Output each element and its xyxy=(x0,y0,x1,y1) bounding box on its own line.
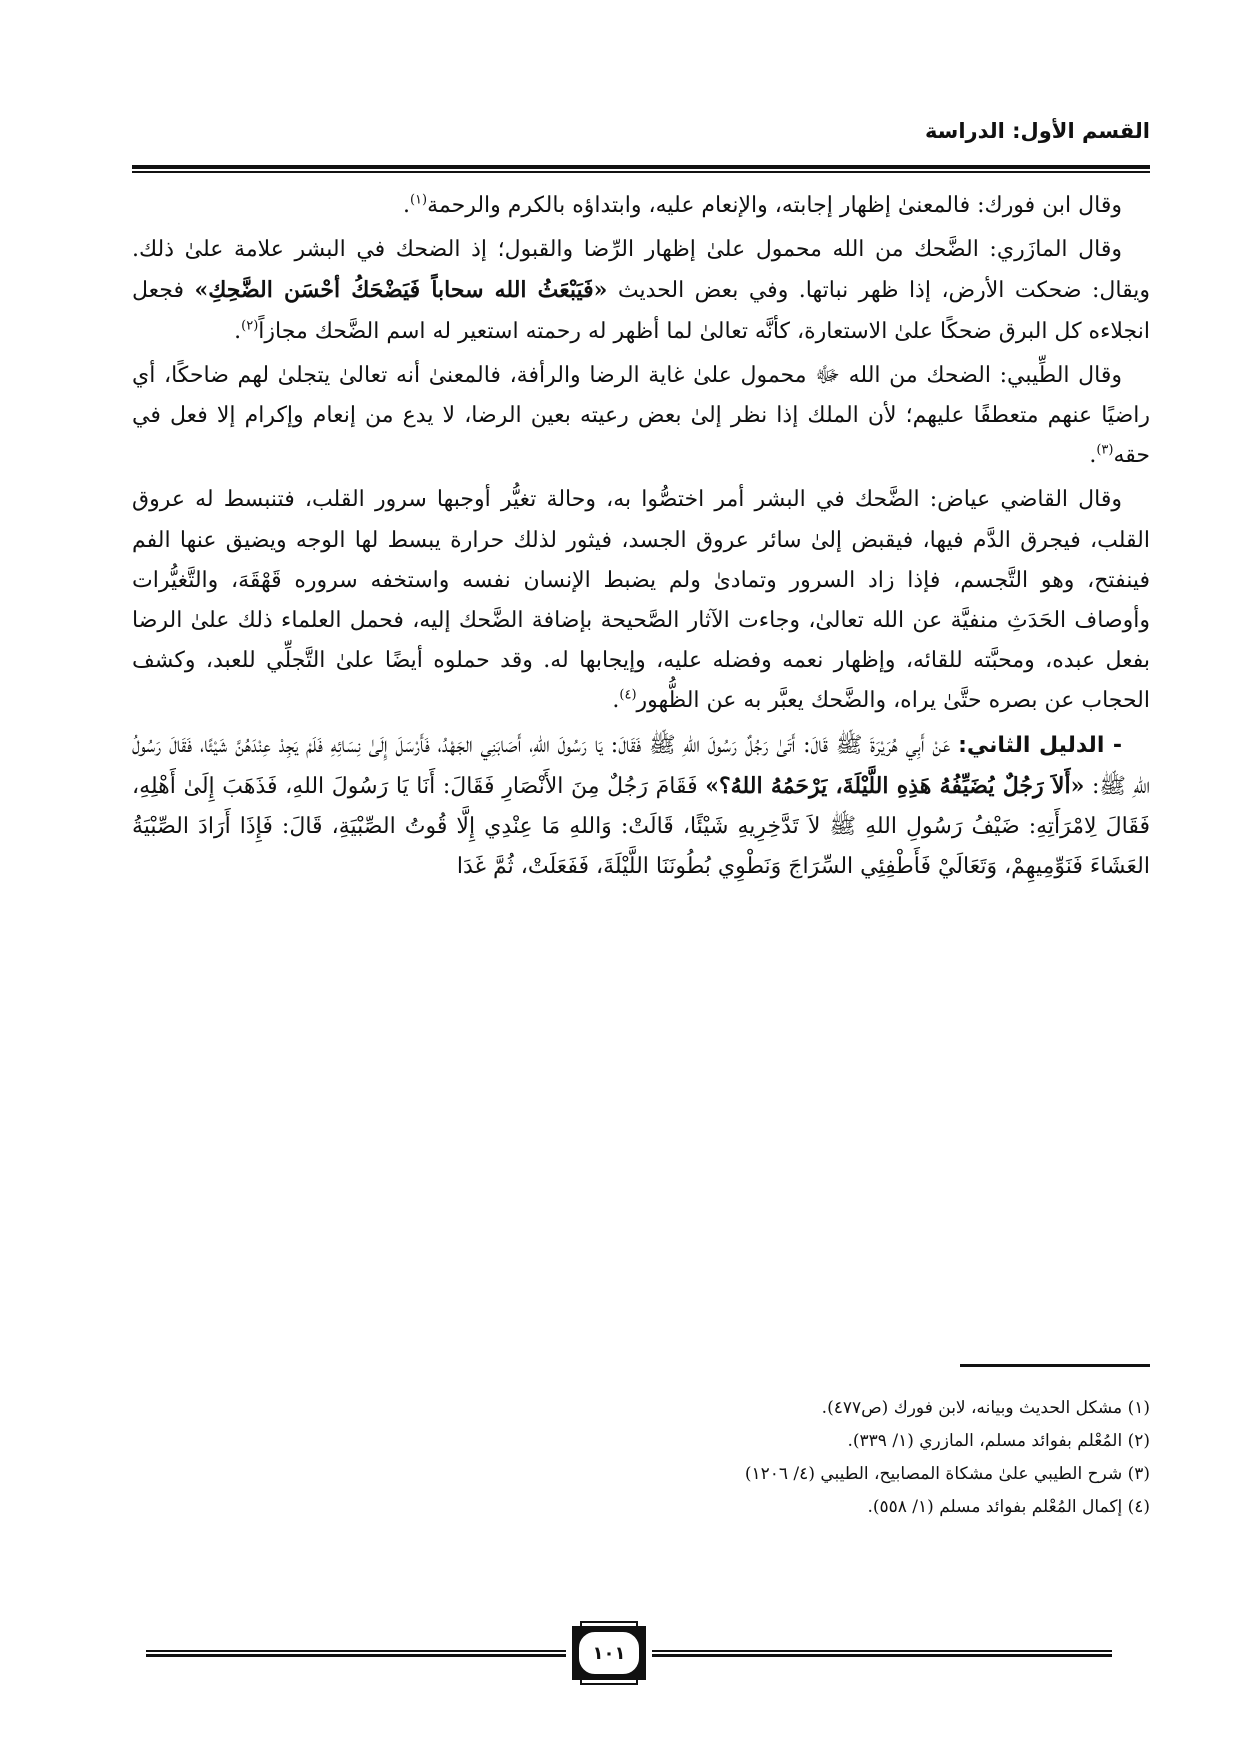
paragraph-ibn-furak xyxy=(132,186,1150,226)
footnote-reference[interactable]: (٣) xyxy=(1096,442,1114,458)
header-double-rule xyxy=(132,165,1150,174)
hadith-quote: «فَيَبْعَثُ الله سحاباً فَيَضْحَكُ أحْسَن الضَّحِكِ» xyxy=(194,277,608,304)
footer-rule-left xyxy=(146,1650,566,1657)
footnote-4: (٤) إكمال المُعْلم بفوائد مسلم (١/ ٥٥٨). xyxy=(867,1497,1150,1517)
paragraph-text: وقال ابن فورك: فالمعنىٰ إظهار إجابته، والإنعام عليه، وابتداؤه بالكرم والرحمة xyxy=(427,193,1122,218)
paragraph-text: وقال الطِّيبي: الضحك من الله ﷻ محمول علىٰ غاية الرضا والرأفة، فالمعنىٰ أنه تعالىٰ يتجلىٰ لهم ضاحكًا، أي راضيًا عنهم متعطفًا عليهم؛ لأن الملك إذا نظر إلىٰ بعض رعيته بعين الرضا، لا يدع من إنعام وإكرام إلا فعل في حقه xyxy=(132,362,1150,469)
hadith-quote: «أَلاَ رَجُلٌ يُضَيِّفُهُ هَذِهِ اللَّيْلَةَ، يَرْحَمُهُ اللهُ؟» xyxy=(705,772,1085,799)
footnote-separator xyxy=(960,1364,1150,1367)
header-rule-thin xyxy=(132,171,1150,173)
footnote-3: (٣) شرح الطيبي علىٰ مشكاة المصابيح، الطيبي (٤/ ١٢٠٦) xyxy=(744,1464,1150,1484)
paragraph-text: وقال القاضي عياض: الضَّحك في البشر أمر اختصُّوا به، وحالة تغيُّر أوجبها سرور القلب، فتنبسط له عروق القلب، فيجرق الدَّم فيها، فيقبض إلىٰ سائر عروق الجسد، فيثور لذلك حرارة يبسط لها الوجه ويضيق عنها الفم فينفتح، وهو التَّجسم، فإذا زاد السرور وتمادىٰ ولم يضبط الإنسان نفسه واستخفه سروره قَهْقَهَ، والتَّغيُّرات وأوصاف الحَدَثِ منفيَّة عن الله تعالىٰ، وجاءت الآثار الصَّحيحة بإضافة الضَّحك إليه، فحمل العلماء ذلك علىٰ الرضا بفعل عبده، ومحبَّته للقائه، وإظهار نعمه وفضله عليه، وإيجابها له. وقد حملوه أيضًا علىٰ التَّجلِّي للعبد، وكشف الحجاب عن بصره حتَّىٰ يراه، والضَّحك يعبَّر به عن الظُّهور xyxy=(132,487,1150,714)
paragraph-tail: . xyxy=(612,688,620,714)
footnotes xyxy=(132,1392,1150,1524)
evidence-label: - الدليل الثاني: xyxy=(958,732,1122,758)
main-text xyxy=(132,186,1150,891)
footnote-1: (١) مشكل الحديث وبيانه، لابن فورك (ص٤٧٧). xyxy=(821,1398,1150,1418)
page-footer-ornament xyxy=(146,1616,1150,1676)
paragraph-mazari xyxy=(132,230,1150,352)
paragraph-tail: . xyxy=(402,193,410,218)
header-rule-thick xyxy=(132,165,1150,169)
page-number-badge xyxy=(572,1626,646,1680)
footnote-reference[interactable]: (٢) xyxy=(241,318,259,334)
footer-rule-right xyxy=(652,1650,1112,1657)
badge-cap-top xyxy=(580,1621,638,1628)
footnote-2: (٢) المُعْلم بفوائد مسلم، المازري (١/ ٣٣٩). xyxy=(847,1431,1150,1451)
paragraph-text: وقال المازَري: الضَّحك من الله محمول علىٰ إظهار الرِّضا والقبول؛ إذ الضحك في البشر علامة علىٰ ذلك. ويقال: ضحكت الأرض، إذا ظهر نباتها. وفي بعض الحديث xyxy=(132,237,1150,304)
hadith-narration-continued: فَقَامَ رَجُلٌ مِنَ الأَنْصَارِ فَقَالَ: أَنَا يَا رَسُولَ اللهِ، فَذَهَبَ إِلَىٰ أَهْلِهِ، فَقَالَ لِامْرَأَتِهِ: ضَيْفُ رَسُولِ اللهِ ﷺ لاَ تَدَّخِرِيهِ شَيْئًا، قَالَتْ: وَاللهِ مَا عِنْدِي إِلَّا قُوتُ الصِّبْيَةِ، قَالَ: فَإِذَا أَرَادَ الصِّبْيَةُ العَشَاءَ فَنَوِّمِيهِمْ، وَتَعَالَيْ فَأَطْفِئِي السِّرَاجَ وَنَطْوِي بُطُونَنَا اللَّيْلَةَ، فَفَعَلَتْ، ثُمَّ غَدَا xyxy=(132,773,1150,880)
paragraph-qadi-iyad xyxy=(132,480,1150,721)
page-number: ١٠١ xyxy=(577,1630,641,1676)
paragraph-tibi xyxy=(132,356,1150,477)
paragraph-tail: . xyxy=(1089,443,1097,469)
paragraph-text: فجعل انجلاءه كل البرق ضحكًا علىٰ الاستعارة، كأنَّه تعالىٰ لما أظهر له رحمته استعير له اسم الضَّحك مجازاً xyxy=(132,278,1150,344)
paragraph-tail: . xyxy=(234,318,242,344)
footnote-reference[interactable]: (٤) xyxy=(619,688,637,704)
paragraph-second-evidence xyxy=(132,726,1150,888)
book-page xyxy=(132,0,1150,1754)
footnote-reference[interactable]: (١) xyxy=(409,192,428,208)
running-header: القسم الأول: الدراسة xyxy=(924,119,1150,143)
badge-cap-bottom xyxy=(580,1678,638,1685)
hadith-narration: عَنْ أَبِي هُرَيْرَةَ ﷺ قَالَ: أَتَىٰ رَجُلٌ رَسُولَ اللهِ ﷺ فَقَالَ: يَا رَسُولَ اللهِ، أَصَابَنِي الجَهْدُ، فَأَرْسَلَ إِلَىٰ نِسَائِهِ فَلَمْ يَجِدْ عِنْدَهُنَّ شَيْئًا، فَقَالَ رَسُولُ اللهِ ﷺ: xyxy=(132,732,1150,799)
